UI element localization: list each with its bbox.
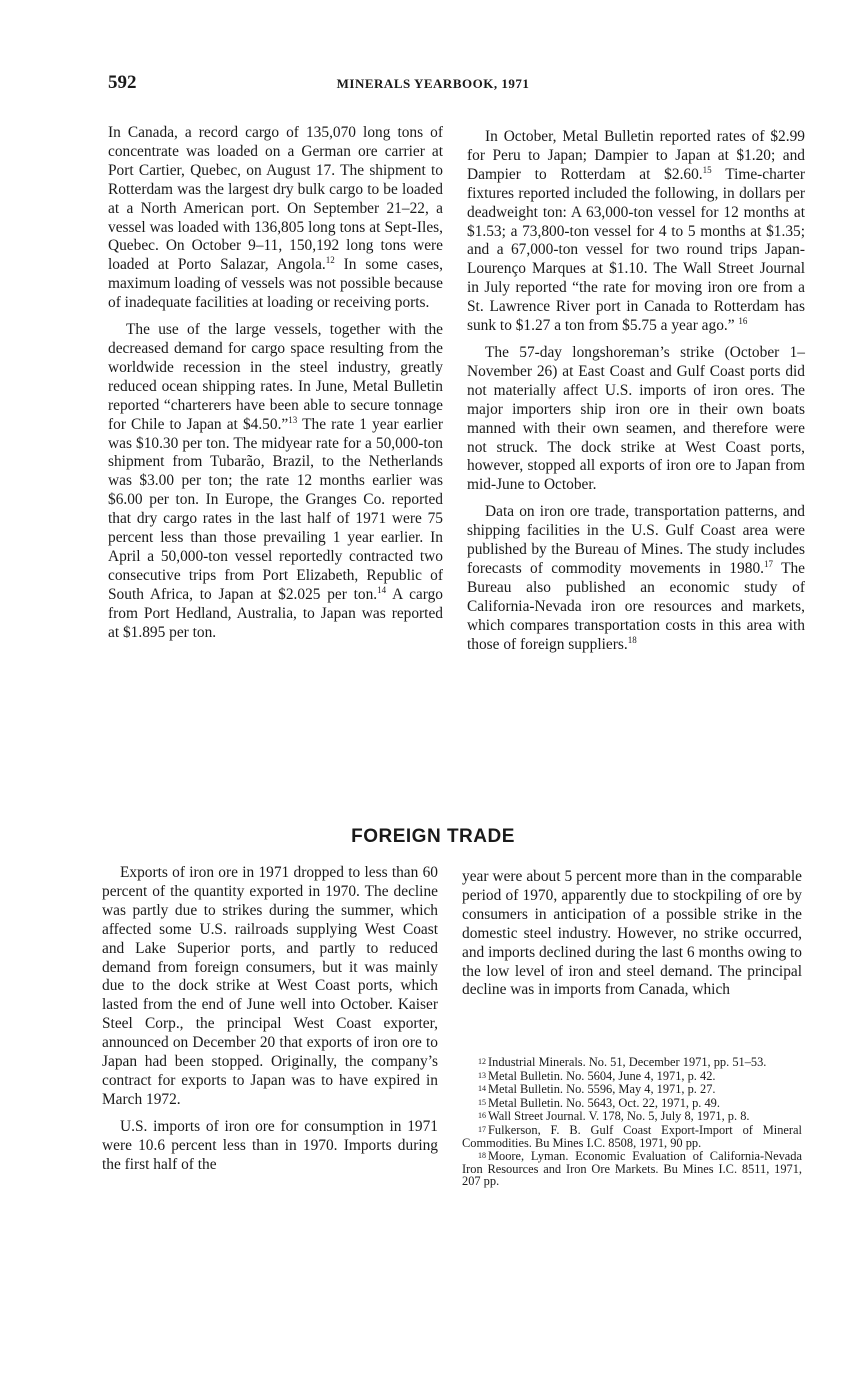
footnote-text: Metal Bulletin. No. 5604, June 4, 1971, p. 42. — [488, 1068, 716, 1083]
footnote-ref: 17 — [763, 558, 773, 569]
footnote — [462, 1056, 802, 1069]
paragraph-text: The Bureau also published an economic study of California-Nevada iron ore resources and markets, which compares transportation costs in this area with those of foreign suppliers. — [467, 559, 805, 653]
paragraph — [467, 344, 805, 495]
paragraph-text: Time-charter fixtures reported included the following, in dollars per deadweight ton: A 63,000-ton vessel for 12 months at $1.53; a 73,800-ton vessel for 4 to 5 months at $1.35; and a 67,000-ton vessel for two round trips Japan-Lourenço Marques at $1.10. The Wall Street Journal in July reported “the rate for moving iron ore from a St. Lawrence River port in Canada to Rotterdam has sunk to $1.27 a ton from $5.75 a year ago.” — [467, 165, 805, 335]
paragraph-text: U.S. imports of iron ore for consumption in 1971 were 10.6 percent less than in 1970. Imports during the first half of the — [102, 1117, 438, 1173]
footnote-ref: 14 — [377, 584, 387, 595]
page-number: 592 — [108, 72, 137, 93]
paragraph-text: A cargo from Port Hedland, Australia, to Japan was reported at $1.895 per ton. — [108, 585, 443, 641]
paragraph-text: In October, Metal Bulletin reported rates of $2.99 for Peru to Japan; Dampier to Japan at $1.20; and Dampier to Rotterdam at $2.60. — [467, 128, 805, 183]
footnote-number: 15 — [478, 1097, 486, 1107]
footnote-ref: 18 — [627, 634, 637, 645]
paragraph-text: Exports of iron ore in 1971 dropped to less than 60 percent of the quantity exported in 1970. The decline was partly due to strikes during the summer, which affected some U.S. railroads supplying West Coast and Lake Superior ports, and partly to reduced demand from foreign consumers, but it was mainly due to the dock strike at West Coast ports, which lasted from the end of June well into October. Kaiser Steel Corp., the principal West Coast exporter, announced on December 20 that exports of iron ore to Japan had been stopped. Originally, the company’s contract for exports to Japan was to have expired in March 1972. — [102, 864, 438, 1108]
footnote-number: 12 — [478, 1057, 486, 1066]
paragraph-text: The 57-day longshoreman’s strike (October 1–November 26) at East Coast and Gulf Coast ports did not materially affect U.S. imports of iron ores. The major importers ship iron ore in their own boats manned with their own seamen, and therefore were not struck. The dock strike at West Coast ports, however, stopped all exports of iron ore to Japan from mid-June to October. — [467, 343, 805, 494]
paragraph — [462, 868, 802, 1000]
footnote-text: Fulkerson, F. B. Gulf Coast Export-Import of Mineral Commodities. Bu Mines I.C. 8508, 1971, 90 pp. — [462, 1122, 802, 1150]
footnote — [462, 1110, 802, 1123]
footnote-number: 18 — [478, 1151, 486, 1161]
paragraph — [108, 321, 443, 642]
footnote — [462, 1070, 802, 1083]
footnote-text: Metal Bulletin. No. 5596, May 4, 1971, p. 27. — [488, 1082, 716, 1097]
bottom-right-column — [462, 868, 802, 1008]
footnote-number: 17 — [478, 1124, 486, 1134]
footnote-text: Industrial Minerals. No. 51, December 1971, pp. 51–53. — [488, 1055, 767, 1069]
footnote-ref: 12 — [325, 255, 335, 266]
footnote-ref: 16 — [738, 316, 748, 327]
paragraph — [467, 503, 805, 654]
footnote — [462, 1124, 802, 1149]
paragraph-text: year were about 5 percent more than in the comparable period of 1970, apparently due to stockpiling of ore by consumers in anticipation of a possible strike in the domestic steel industry. However, no strike occurred, and imports declined during the last 6 months owing to the low level of iron and steel demand. The principal decline was in imports from Canada, which — [462, 868, 802, 999]
section-heading: FOREIGN TRADE — [351, 826, 515, 847]
paragraph — [108, 124, 443, 313]
footnote — [462, 1097, 802, 1110]
paragraph — [467, 128, 805, 336]
footnote-text: Metal Bulletin. No. 5643, Oct. 22, 1971, p. 49. — [488, 1095, 720, 1110]
top-left-column — [108, 124, 443, 650]
footnote-number: 13 — [478, 1070, 486, 1080]
top-right-column — [467, 128, 805, 662]
paragraph-text: The rate 1 year earlier was $10.30 per ton. The midyear rate for a 50,000-ton shipment from Tubarão, Brazil, to the Netherlands was $3.00 per ton; the rate 12 months earlier was $6.00 per ton. In Europe, the Granges Co. reported that dry cargo rates in the last half of 1971 were 75 percent less than those prevailing 1 year earlier. In April a 50,000-ton vessel reportedly contracted two consecutive trips from Port Elizabeth, Republic of South Africa, to Japan at $2.025 per ton. — [108, 415, 443, 603]
footnote-number: 14 — [478, 1084, 486, 1094]
paragraph-text: In some cases, maximum loading of vessels was not possible because of inadequate facilities at loading or receiving ports. — [108, 256, 444, 312]
footnotes — [462, 1056, 802, 1189]
footnote-ref: 15 — [702, 164, 712, 175]
paragraph — [102, 1118, 438, 1175]
paragraph-text: The use of the large vessels, together with the decreased demand for cargo space resulting from the worldwide recession in the steel industry, greatly reduced ocean shipping rates. In June, Metal Bulletin reported “charterers have been able to secure tonnage for Chile to Japan at $4.50.” — [108, 321, 443, 433]
paragraph-text: In Canada, a record cargo of 135,070 long tons of concentrate was loaded on a German ore carrier at Port Cartier, Quebec, on August 17. The shipment to Rotterdam was the largest dry bulk cargo to be loaded at a North American port. On September 21–22, a vessel was loaded with 136,805 long tons at Sept-Iles, Quebec. On October 9–11, 150,192 long tons were loaded at Porto Salazar, Angola. — [108, 124, 443, 274]
footnote — [462, 1083, 802, 1096]
footnote-ref: 13 — [288, 414, 298, 425]
footnote-text: Moore, Lyman. Economic Evaluation of California-Nevada Iron Resources and Iron Ore Markets. Bu Mines I.C. 8511, 1971, 207 pp. — [462, 1149, 802, 1189]
paragraph — [102, 864, 438, 1110]
running-title: MINERALS YEARBOOK, 1971 — [336, 76, 530, 91]
bottom-left-column — [102, 864, 438, 1183]
footnote-number: 16 — [478, 1111, 486, 1121]
paragraph-text: Data on iron ore trade, transportation patterns, and shipping facilities in the U.S. Gulf Coast area were published by the Bureau of Mines. The study includes forecasts of commodity movements in 1980. — [467, 503, 805, 577]
footnote — [462, 1150, 802, 1188]
footnote-text: Wall Street Journal. V. 178, No. 5, July 8, 1971, p. 8. — [488, 1109, 750, 1124]
